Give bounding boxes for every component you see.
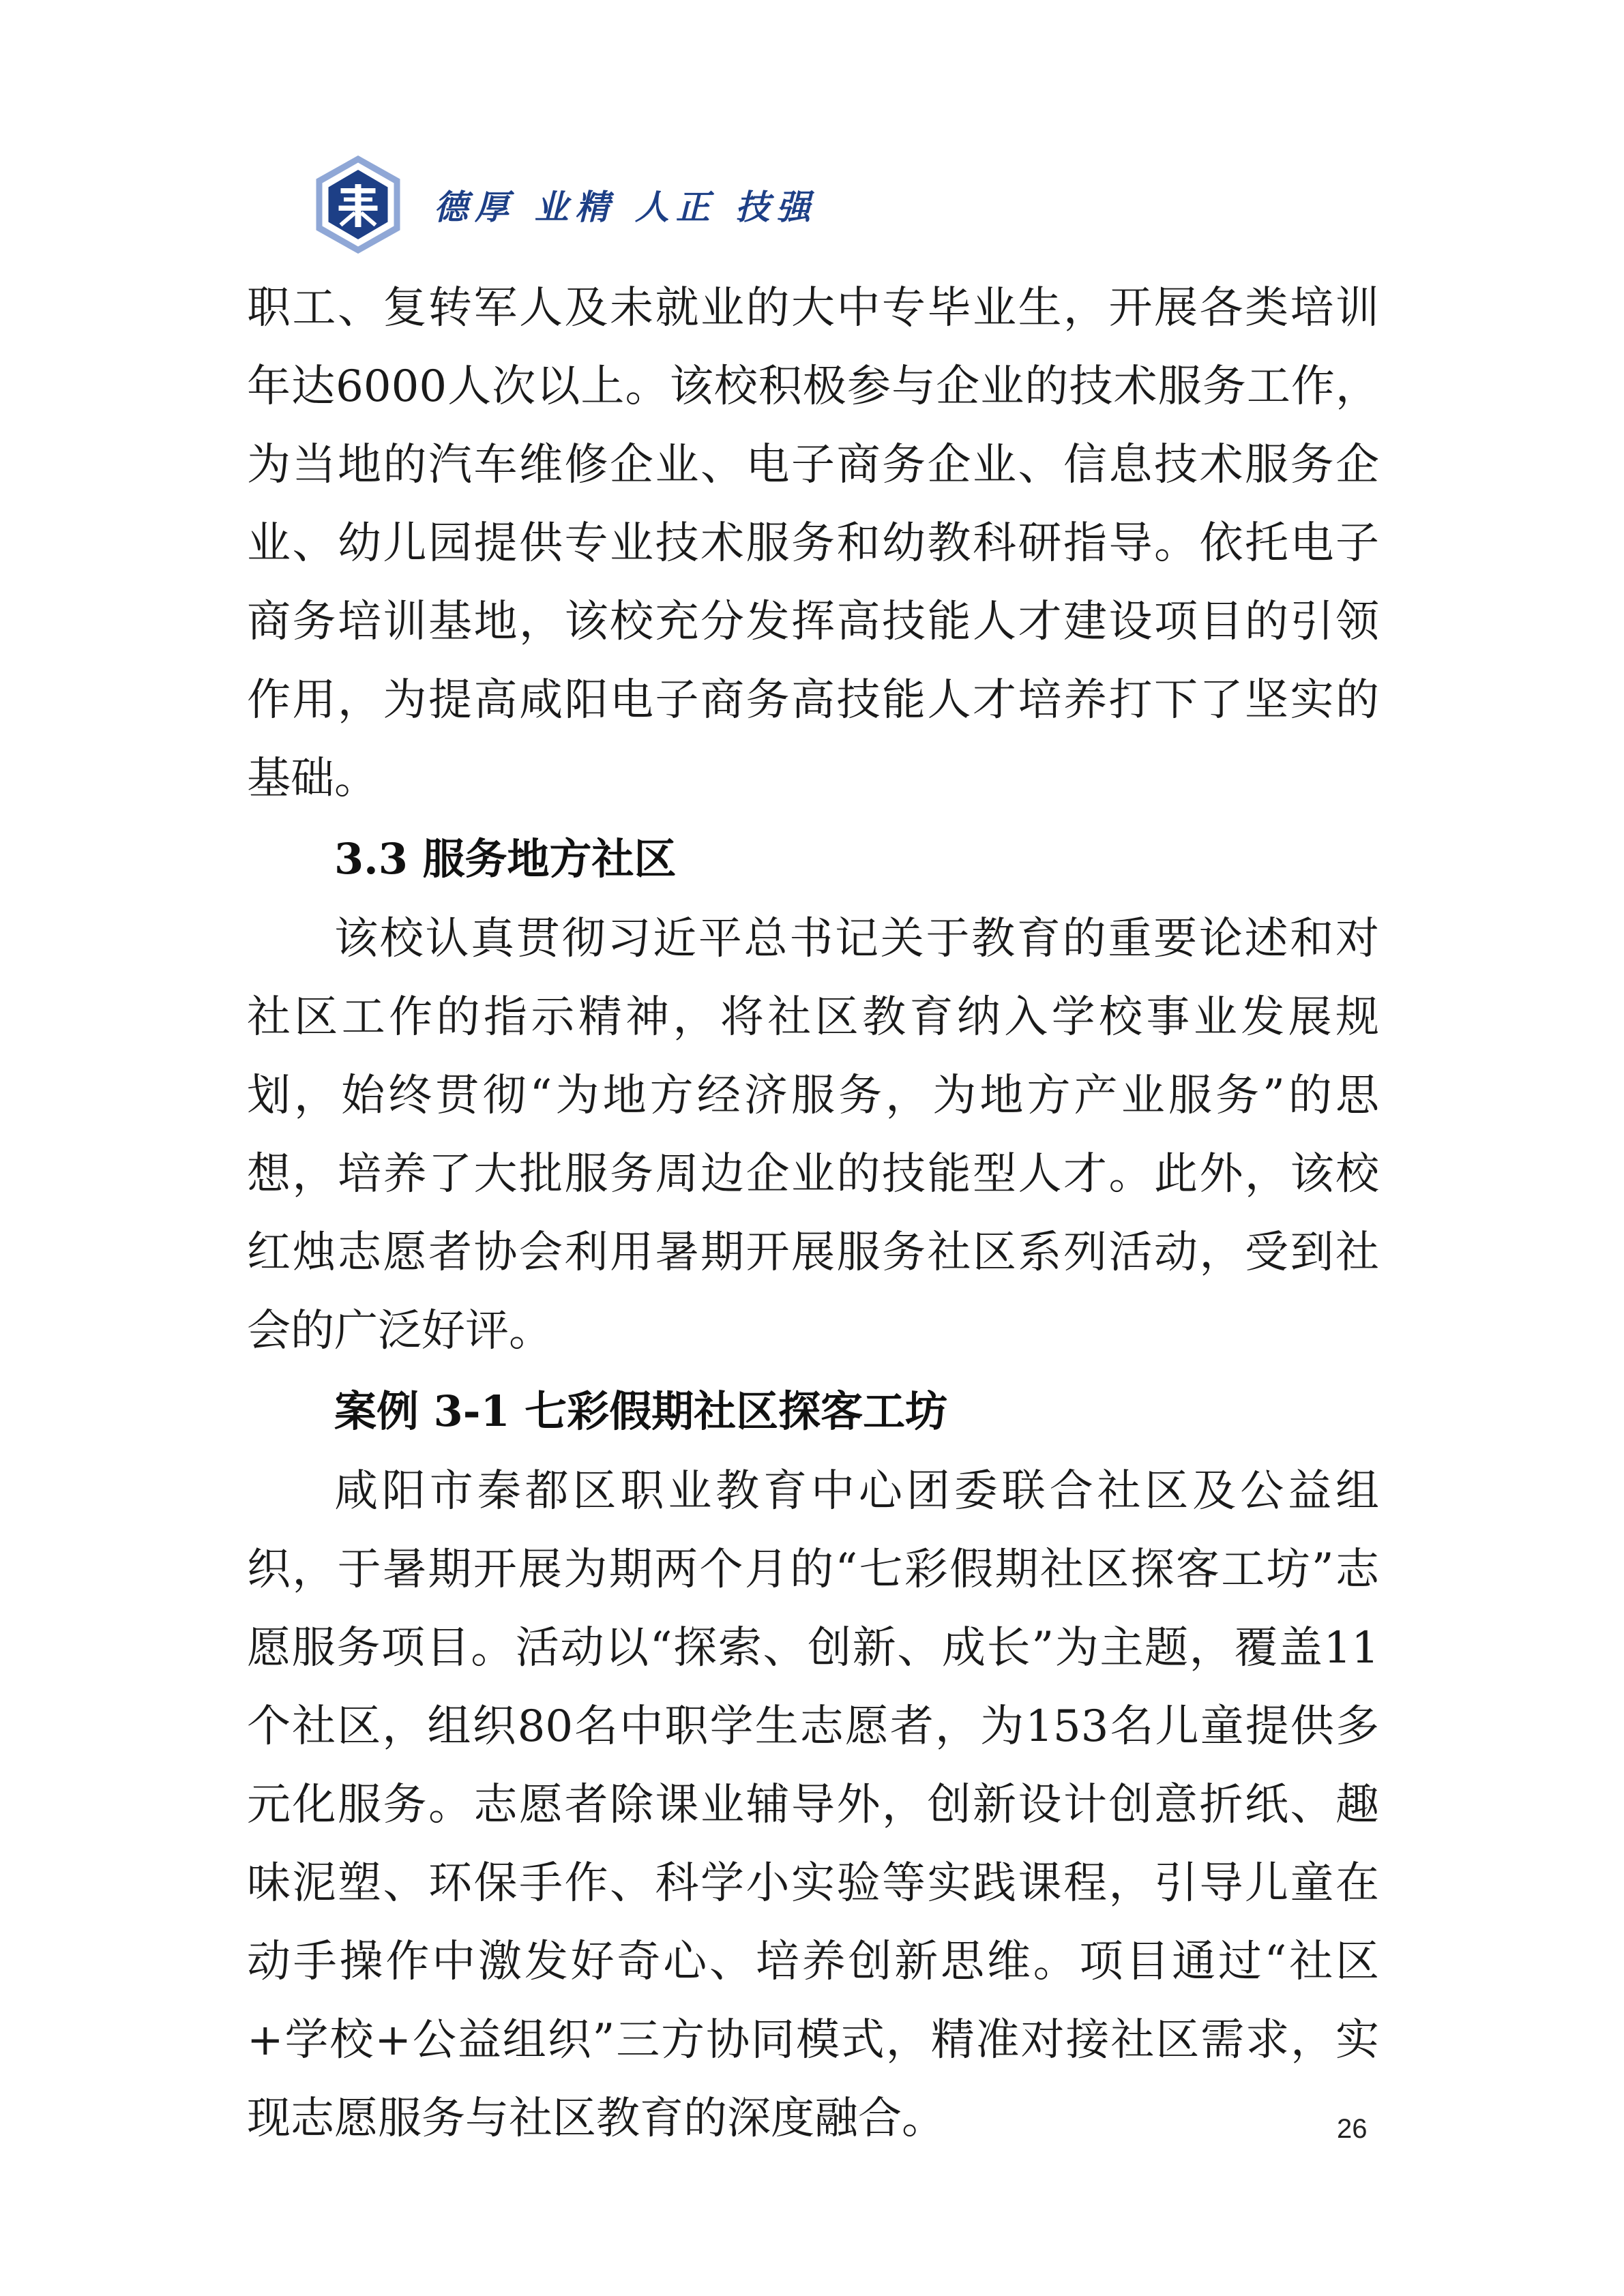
section-heading-3-3: 3.3 服务地方社区	[334, 834, 677, 884]
school-motto: 德厚 业精 人正 技强	[434, 187, 818, 227]
case-heading-3-1: 案例 3-1 七彩假期社区探客工坊	[334, 1386, 948, 1436]
section-3-3-paragraph: 该校认真贯彻习近平总书记关于教育的重要论述和对社区工作的指示精神，将社区教育纳入学校事业发展规划，始终贯彻“为地方经济服务，为地方产业服务”的思想，培养了大批服务周边企业的技能型人才。此外，该校红烛志愿者协会利用暑期开展服务社区系列活动，受到社会的广泛好评。	[247, 914, 1379, 1356]
case-3-1-paragraph: 咸阳市秦都区职业教育中心团委联合社区及公益组织，于暑期开展为期两个月的“七彩假期社区探客工坊”志愿服务项目。活动以“探索、创新、成长”为主题，覆盖11个社区，组织80名中职学生志愿者，为153名儿童提供多元化服务。志愿者除课业辅导外，创新设计创意折纸、趣味泥塑、环保手作、科学小实验等实践课程，引导儿童在动手操作中激发好奇心、培养创新思维。项目通过“社区+学校+公益组织”三方协同模式，精准对接社区需求，实现志愿服务与社区教育的深度融合。	[247, 1466, 1379, 2144]
intro-paragraph: 职工、复转军人及未就业的大中专毕业生，开展各类培训年达6000人次以上。该校积极参与企业的技术服务工作，为当地的汽车维修企业、电子商务企业、信息技术服务企业、幼儿园提供专业技术服务和幼教科研指导。依托电子商务培训基地，该校充分发挥高技能人才建设项目的引领作用，为提高咸阳电子商务高技能人才培养打下了坚实的基础。	[247, 283, 1379, 804]
page-number: 26	[1337, 2114, 1368, 2144]
school-logo-icon	[307, 153, 409, 256]
page-content	[247, 269, 1379, 2158]
page-header	[307, 153, 817, 256]
